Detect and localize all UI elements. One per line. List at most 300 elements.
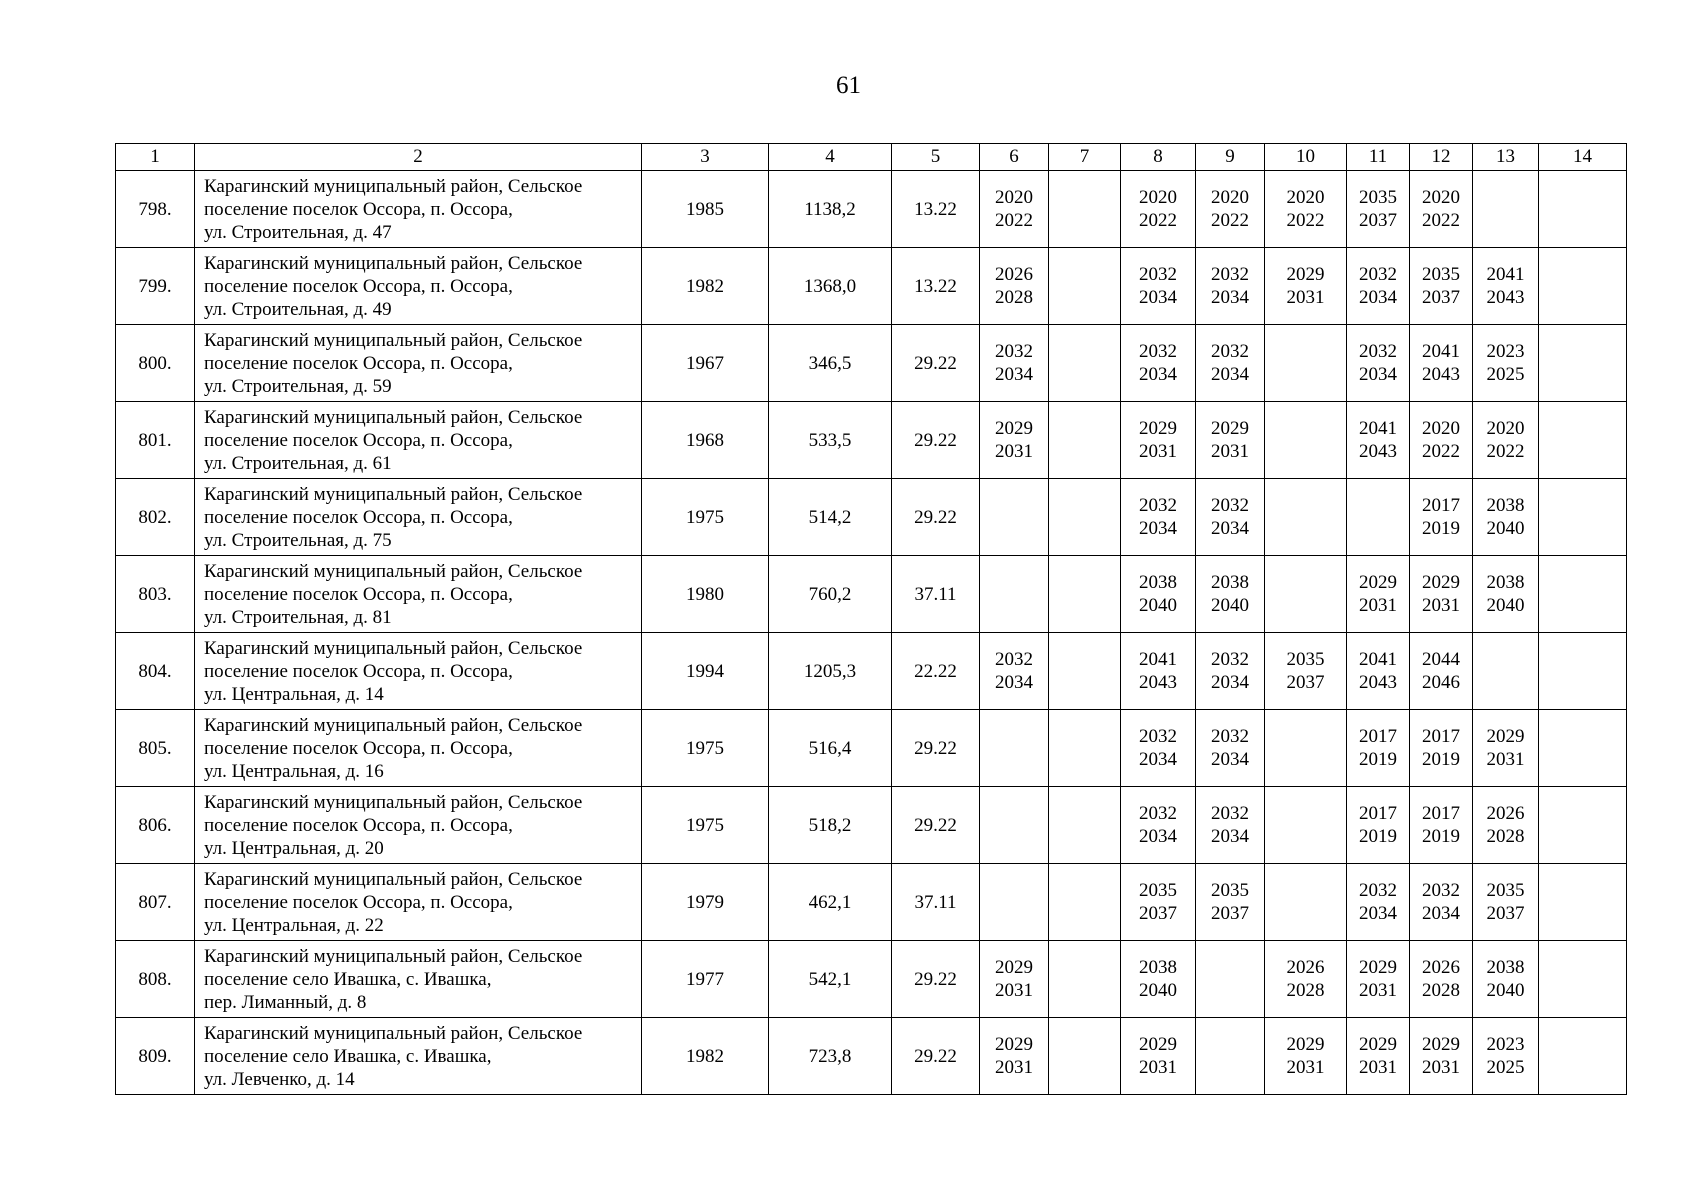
period-year: 2019: [1359, 749, 1397, 770]
period-year: 2022: [995, 210, 1033, 231]
address-line: ул. Левченко, д. 14: [204, 1068, 355, 1090]
period-cell-c12: [1410, 171, 1473, 248]
code-cell: 13.22: [892, 248, 980, 325]
period-cell-c13: [1473, 633, 1539, 710]
period-year: 2022: [1486, 441, 1525, 462]
period-year: 2038: [1211, 572, 1249, 593]
period-cell-c11: [1347, 787, 1410, 864]
period-year: 2032: [1422, 880, 1460, 901]
period-year: 2032: [995, 341, 1033, 362]
address-cell: [195, 479, 642, 556]
period-cell-c8: [1121, 402, 1196, 479]
year-built-cell: 1975: [642, 710, 769, 787]
area-cell: 533,5: [769, 402, 892, 479]
address-line: поселение поселок Оссора, п. Оссора,: [204, 660, 513, 682]
period-year: 2031: [995, 441, 1033, 462]
period-cell-c13: [1473, 171, 1539, 248]
period-year: 2040: [1486, 595, 1525, 616]
period-cell-c13: [1473, 402, 1539, 479]
period-year: 2032: [1359, 880, 1397, 901]
period-cell-c6: [980, 941, 1049, 1018]
period-cell-c14: [1539, 941, 1627, 1018]
period-cell-c9: [1196, 710, 1265, 787]
column-header: 14: [1539, 144, 1627, 171]
period-cell-c11: [1347, 556, 1410, 633]
period-year: 2028: [995, 287, 1033, 308]
period-year: 2019: [1359, 826, 1397, 847]
row-number-cell: 808.: [116, 941, 195, 1018]
address-cell: [195, 864, 642, 941]
period-cell-c9: [1196, 171, 1265, 248]
address-line: ул. Строительная, д. 59: [204, 375, 392, 397]
column-header: 10: [1265, 144, 1347, 171]
table-row: [116, 710, 1627, 787]
period-year: 2034: [1139, 364, 1177, 385]
data-table: [115, 143, 1627, 1095]
period-cell-c14: [1539, 402, 1627, 479]
period-cell-c6: [980, 479, 1049, 556]
period-year: 2041: [1422, 341, 1460, 362]
period-year: 2037: [1286, 672, 1325, 693]
year-built-cell: 1979: [642, 864, 769, 941]
period-cell-c11: [1347, 864, 1410, 941]
period-year: 2029: [995, 418, 1033, 439]
period-year: 2020: [1422, 418, 1460, 439]
period-year: 2046: [1422, 672, 1460, 693]
address-line: поселение поселок Оссора, п. Оссора,: [204, 506, 513, 528]
period-year: 2032: [1359, 341, 1397, 362]
period-cell-c14: [1539, 325, 1627, 402]
address-cell: [195, 325, 642, 402]
address-cell: [195, 556, 642, 633]
period-year: 2034: [1359, 364, 1397, 385]
period-year: 2031: [1286, 1057, 1325, 1078]
area-cell: 516,4: [769, 710, 892, 787]
address-line: ул. Центральная, д. 20: [204, 837, 384, 859]
period-year: 2035: [1422, 264, 1460, 285]
period-year: 2031: [1211, 441, 1249, 462]
address-line: ул. Строительная, д. 49: [204, 298, 392, 320]
year-built-cell: 1982: [642, 248, 769, 325]
period-year: 2031: [995, 980, 1033, 1001]
period-cell-c10: [1265, 325, 1347, 402]
period-cell-c10: [1265, 941, 1347, 1018]
period-cell-c13: [1473, 556, 1539, 633]
period-year: 2029: [1359, 1034, 1397, 1055]
period-year: 2020: [1286, 187, 1325, 208]
period-year: 2034: [1359, 903, 1397, 924]
code-cell: 29.22: [892, 941, 980, 1018]
year-built-cell: 1994: [642, 633, 769, 710]
period-cell-c6: [980, 864, 1049, 941]
period-year: 2023: [1486, 1034, 1525, 1055]
address-line: поселение поселок Оссора, п. Оссора,: [204, 198, 513, 220]
period-year: 2032: [1359, 264, 1397, 285]
period-year: 2017: [1422, 726, 1460, 747]
period-year: 2040: [1211, 595, 1249, 616]
year-built-cell: 1968: [642, 402, 769, 479]
period-year: 2032: [1139, 726, 1177, 747]
period-year: 2040: [1486, 518, 1525, 539]
period-year: 2032: [1211, 341, 1249, 362]
period-year: 2029: [1211, 418, 1249, 439]
period-cell-c7: [1049, 248, 1121, 325]
period-year: 2034: [1211, 287, 1249, 308]
period-year: 2041: [1486, 264, 1525, 285]
period-cell-c10: [1265, 479, 1347, 556]
year-built-cell: 1975: [642, 479, 769, 556]
period-cell-c9: [1196, 633, 1265, 710]
address-line: Карагинский муниципальный район, Сельское: [204, 791, 583, 813]
address-line: поселение поселок Оссора, п. Оссора,: [204, 583, 513, 605]
period-year: 2029: [995, 957, 1033, 978]
address-line: пер. Лиманный, д. 8: [204, 991, 367, 1013]
year-built-cell: 1967: [642, 325, 769, 402]
address-line: ул. Центральная, д. 16: [204, 760, 384, 782]
column-header: 8: [1121, 144, 1196, 171]
period-year: 2031: [995, 1057, 1033, 1078]
code-cell: 29.22: [892, 710, 980, 787]
address-line: поселение поселок Оссора, п. Оссора,: [204, 891, 513, 913]
area-cell: 760,2: [769, 556, 892, 633]
period-cell-c7: [1049, 325, 1121, 402]
period-year: 2031: [1486, 749, 1525, 770]
period-cell-c11: [1347, 171, 1410, 248]
period-year: 2034: [1139, 518, 1177, 539]
column-header: 4: [769, 144, 892, 171]
period-cell-c10: [1265, 787, 1347, 864]
table-row: [116, 171, 1627, 248]
area-cell: 1138,2: [769, 171, 892, 248]
period-cell-c12: [1410, 556, 1473, 633]
period-cell-c9: [1196, 864, 1265, 941]
page-number: 61: [836, 72, 861, 99]
period-year: 2026: [995, 264, 1033, 285]
period-cell-c11: [1347, 248, 1410, 325]
period-cell-c8: [1121, 1018, 1196, 1095]
period-cell-c14: [1539, 479, 1627, 556]
period-cell-c8: [1121, 710, 1196, 787]
period-year: 2032: [1211, 803, 1249, 824]
year-built-cell: 1977: [642, 941, 769, 1018]
period-cell-c9: [1196, 248, 1265, 325]
year-built-cell: 1980: [642, 556, 769, 633]
period-year: 2017: [1359, 726, 1397, 747]
address-line: ул. Строительная, д. 81: [204, 606, 392, 628]
period-cell-c13: [1473, 325, 1539, 402]
period-cell-c6: [980, 248, 1049, 325]
period-year: 2031: [1422, 595, 1460, 616]
period-cell-c14: [1539, 171, 1627, 248]
column-header: 11: [1347, 144, 1410, 171]
code-cell: 29.22: [892, 325, 980, 402]
period-cell-c6: [980, 787, 1049, 864]
period-year: 2034: [1359, 287, 1397, 308]
period-cell-c12: [1410, 325, 1473, 402]
period-cell-c12: [1410, 402, 1473, 479]
period-year: 2034: [1211, 672, 1249, 693]
address-line: Карагинский муниципальный район, Сельское: [204, 714, 583, 736]
period-year: 2032: [1139, 341, 1177, 362]
column-header: 1: [116, 144, 195, 171]
period-year: 2026: [1286, 957, 1325, 978]
period-cell-c8: [1121, 633, 1196, 710]
table-row: [116, 633, 1627, 710]
period-year: 2034: [1139, 749, 1177, 770]
row-number-cell: 802.: [116, 479, 195, 556]
column-header: 9: [1196, 144, 1265, 171]
period-cell-c11: [1347, 1018, 1410, 1095]
period-year: 2034: [1211, 749, 1249, 770]
address-line: ул. Строительная, д. 75: [204, 529, 392, 551]
table-row: [116, 248, 1627, 325]
period-cell-c8: [1121, 787, 1196, 864]
period-year: 2019: [1422, 749, 1460, 770]
period-year: 2025: [1486, 364, 1525, 385]
period-year: 2020: [1486, 418, 1525, 439]
period-cell-c10: [1265, 171, 1347, 248]
period-cell-c9: [1196, 1018, 1265, 1095]
period-cell-c12: [1410, 941, 1473, 1018]
period-year: 2017: [1359, 803, 1397, 824]
period-year: 2032: [995, 649, 1033, 670]
period-year: 2035: [1286, 649, 1325, 670]
table-row: [116, 787, 1627, 864]
table-header-row: [116, 144, 1627, 171]
period-year: 2040: [1139, 595, 1177, 616]
period-year: 2025: [1486, 1057, 1525, 1078]
period-year: 2029: [1422, 1034, 1460, 1055]
period-cell-c7: [1049, 171, 1121, 248]
period-cell-c12: [1410, 710, 1473, 787]
address-cell: [195, 633, 642, 710]
table-row: [116, 325, 1627, 402]
period-year: 2037: [1359, 210, 1397, 231]
period-cell-c9: [1196, 402, 1265, 479]
period-year: 2020: [995, 187, 1033, 208]
address-cell: [195, 941, 642, 1018]
table-row: [116, 1018, 1627, 1095]
period-cell-c13: [1473, 941, 1539, 1018]
period-year: 2034: [1139, 826, 1177, 847]
address-cell: [195, 171, 642, 248]
period-year: 2029: [1139, 1034, 1177, 1055]
column-header: 6: [980, 144, 1049, 171]
address-line: поселение поселок Оссора, п. Оссора,: [204, 737, 513, 759]
period-year: 2022: [1139, 210, 1177, 231]
period-year: 2032: [1139, 803, 1177, 824]
address-line: Карагинский муниципальный район, Сельское: [204, 868, 583, 890]
address-line: поселение село Ивашка, с. Ивашка,: [204, 968, 492, 990]
address-line: поселение поселок Оссора, п. Оссора,: [204, 352, 513, 374]
area-cell: 723,8: [769, 1018, 892, 1095]
period-year: 2041: [1359, 649, 1397, 670]
period-cell-c10: [1265, 710, 1347, 787]
row-number-cell: 798.: [116, 171, 195, 248]
period-year: 2032: [1211, 649, 1249, 670]
period-cell-c11: [1347, 941, 1410, 1018]
area-cell: 542,1: [769, 941, 892, 1018]
period-year: 2043: [1486, 287, 1525, 308]
period-year: 2019: [1422, 518, 1460, 539]
address-line: поселение село Ивашка, с. Ивашка,: [204, 1045, 492, 1067]
area-cell: 518,2: [769, 787, 892, 864]
period-year: 2032: [1211, 726, 1249, 747]
period-cell-c14: [1539, 248, 1627, 325]
address-line: Карагинский муниципальный район, Сельское: [204, 1022, 583, 1044]
period-cell-c7: [1049, 787, 1121, 864]
table-row: [116, 402, 1627, 479]
period-year: 2026: [1422, 957, 1460, 978]
address-line: Карагинский муниципальный район, Сельское: [204, 175, 583, 197]
period-year: 2034: [1211, 518, 1249, 539]
period-cell-c8: [1121, 248, 1196, 325]
period-year: 2032: [1211, 495, 1249, 516]
period-cell-c7: [1049, 864, 1121, 941]
period-cell-c8: [1121, 479, 1196, 556]
period-year: 2031: [1139, 1057, 1177, 1078]
period-year: 2034: [1211, 826, 1249, 847]
period-year: 2029: [1286, 264, 1325, 285]
code-cell: 37.11: [892, 556, 980, 633]
period-year: 2038: [1486, 957, 1525, 978]
period-cell-c14: [1539, 864, 1627, 941]
year-built-cell: 1985: [642, 171, 769, 248]
period-year: 2029: [1359, 572, 1397, 593]
period-year: 2017: [1422, 803, 1460, 824]
address-cell: [195, 1018, 642, 1095]
period-cell-c12: [1410, 479, 1473, 556]
address-line: Карагинский муниципальный район, Сельское: [204, 560, 583, 582]
address-line: Карагинский муниципальный район, Сельское: [204, 637, 583, 659]
period-cell-c13: [1473, 710, 1539, 787]
period-cell-c6: [980, 710, 1049, 787]
column-header: 12: [1410, 144, 1473, 171]
area-cell: 462,1: [769, 864, 892, 941]
period-cell-c10: [1265, 248, 1347, 325]
period-year: 2034: [995, 364, 1033, 385]
period-cell-c6: [980, 325, 1049, 402]
period-cell-c12: [1410, 864, 1473, 941]
period-cell-c14: [1539, 787, 1627, 864]
period-cell-c6: [980, 633, 1049, 710]
address-line: Карагинский муниципальный район, Сельское: [204, 406, 583, 428]
address-line: ул. Строительная, д. 47: [204, 221, 392, 243]
row-number-cell: 809.: [116, 1018, 195, 1095]
period-cell-c14: [1539, 633, 1627, 710]
year-built-cell: 1975: [642, 787, 769, 864]
period-cell-c8: [1121, 171, 1196, 248]
year-built-cell: 1982: [642, 1018, 769, 1095]
period-cell-c12: [1410, 1018, 1473, 1095]
period-year: 2020: [1422, 187, 1460, 208]
period-cell-c7: [1049, 1018, 1121, 1095]
address-line: поселение поселок Оссора, п. Оссора,: [204, 275, 513, 297]
address-line: ул. Центральная, д. 22: [204, 914, 384, 936]
period-year: 2022: [1422, 210, 1460, 231]
period-cell-c6: [980, 556, 1049, 633]
period-cell-c6: [980, 171, 1049, 248]
period-year: 2031: [1359, 1057, 1397, 1078]
column-header: 2: [195, 144, 642, 171]
code-cell: 29.22: [892, 787, 980, 864]
period-cell-c11: [1347, 633, 1410, 710]
period-year: 2029: [1139, 418, 1177, 439]
column-header: 3: [642, 144, 769, 171]
period-year: 2022: [1422, 441, 1460, 462]
period-year: 2032: [1139, 264, 1177, 285]
address-cell: [195, 787, 642, 864]
address-cell: [195, 710, 642, 787]
table-row: [116, 941, 1627, 1018]
period-cell-c9: [1196, 479, 1265, 556]
period-year: 2031: [1359, 595, 1397, 616]
period-year: 2031: [1422, 1057, 1460, 1078]
period-year: 2020: [1139, 187, 1177, 208]
period-year: 2029: [1359, 957, 1397, 978]
row-number-cell: 801.: [116, 402, 195, 479]
period-year: 2019: [1422, 826, 1460, 847]
period-year: 2034: [1211, 364, 1249, 385]
table-row: [116, 479, 1627, 556]
period-year: 2035: [1139, 880, 1177, 901]
period-year: 2032: [1211, 264, 1249, 285]
period-year: 2031: [1286, 287, 1325, 308]
period-year: 2034: [1139, 287, 1177, 308]
period-cell-c7: [1049, 402, 1121, 479]
period-year: 2028: [1486, 826, 1525, 847]
period-cell-c13: [1473, 864, 1539, 941]
period-year: 2040: [1486, 980, 1525, 1001]
period-cell-c11: [1347, 479, 1410, 556]
period-year: 2031: [1359, 980, 1397, 1001]
row-number-cell: 799.: [116, 248, 195, 325]
address-line: Карагинский муниципальный район, Сельское: [204, 252, 583, 274]
period-cell-c9: [1196, 787, 1265, 864]
period-cell-c13: [1473, 1018, 1539, 1095]
period-cell-c10: [1265, 864, 1347, 941]
code-cell: 13.22: [892, 171, 980, 248]
address-line: ул. Центральная, д. 14: [204, 683, 384, 705]
period-year: 2038: [1486, 572, 1525, 593]
period-year: 2022: [1286, 210, 1325, 231]
period-year: 2041: [1139, 649, 1177, 670]
area-cell: 1368,0: [769, 248, 892, 325]
period-cell-c14: [1539, 556, 1627, 633]
column-header: 5: [892, 144, 980, 171]
period-year: 2043: [1359, 672, 1397, 693]
period-year: 2031: [1139, 441, 1177, 462]
period-year: 2026: [1486, 803, 1525, 824]
period-year: 2044: [1422, 649, 1460, 670]
period-year: 2041: [1359, 418, 1397, 439]
period-cell-c14: [1539, 710, 1627, 787]
period-year: 2035: [1486, 880, 1525, 901]
period-year: 2037: [1211, 903, 1249, 924]
period-cell-c12: [1410, 248, 1473, 325]
period-year: 2035: [1211, 880, 1249, 901]
period-year: 2038: [1139, 957, 1177, 978]
code-cell: 29.22: [892, 1018, 980, 1095]
period-cell-c13: [1473, 479, 1539, 556]
period-year: 2029: [1286, 1034, 1325, 1055]
period-year: 2032: [1139, 495, 1177, 516]
address-cell: [195, 248, 642, 325]
table-row: [116, 864, 1627, 941]
period-year: 2029: [995, 1034, 1033, 1055]
table-row: [116, 556, 1627, 633]
period-year: 2034: [1422, 903, 1460, 924]
